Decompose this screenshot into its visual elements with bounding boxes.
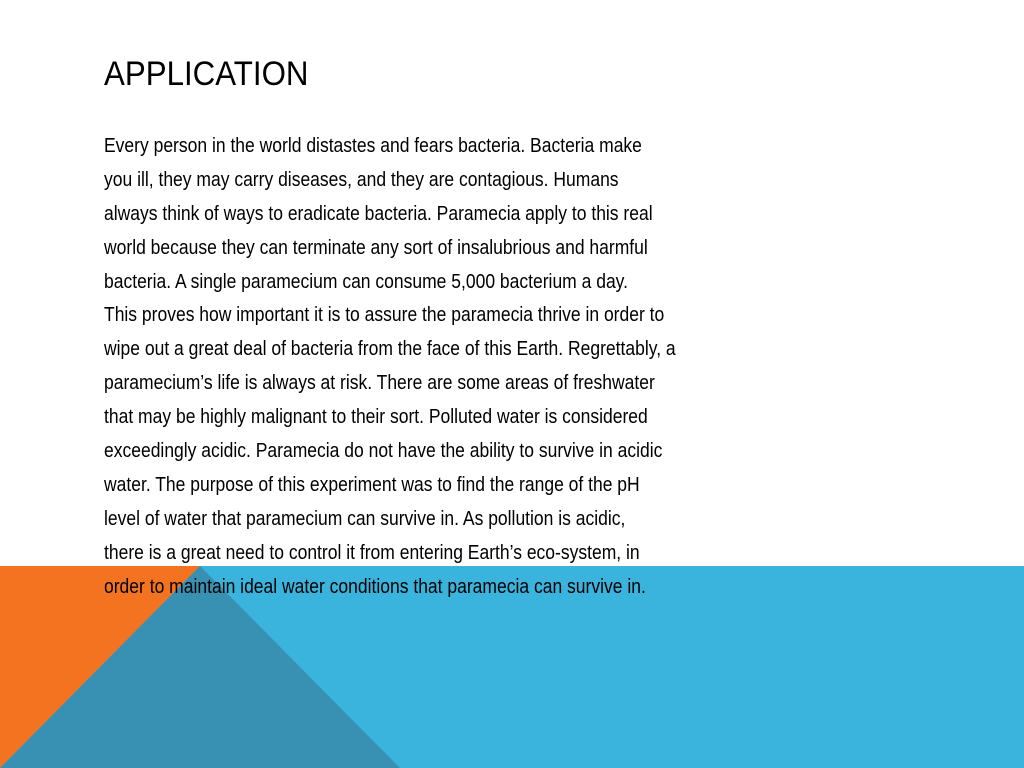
body-line: level of water that paramecium can survive in. As pollution is acidic,	[104, 507, 626, 530]
body-line: you ill, they may carry diseases, and they are contagious. Humans	[104, 168, 619, 191]
body-line: wipe out a great deal of bacteria from the face of this Earth. Regrettably, a	[104, 338, 676, 361]
slide-body-text	[104, 130, 757, 604]
body-line: exceedingly acidic. Paramecia do not have the ability to survive in acidic	[104, 440, 663, 463]
body-line: bacteria. A single paramecium can consume 5,000 bacterium a day.	[104, 270, 629, 293]
body-line: paramecium’s life is always at risk. There are some areas of freshwater	[104, 372, 655, 395]
body-line: there is a great need to control it from entering Earth’s eco-system, in	[104, 541, 640, 564]
body-line: Every person in the world distastes and fears bacteria. Bacteria make	[104, 135, 642, 157]
body-line: water. The purpose of this experiment was to find the range of the pH	[104, 473, 640, 496]
slide-title: APPLICATION	[104, 55, 309, 93]
body-line: that may be highly malignant to their sort. Polluted water is considered	[104, 406, 648, 429]
body-line: This proves how important it is to assure the paramecia thrive in order to	[104, 304, 665, 327]
body-line: always think of ways to eradicate bacteria. Paramecia apply to this real	[104, 202, 653, 225]
body-line: order to maintain ideal water conditions that paramecia can survive in.	[104, 575, 646, 598]
body-line: world because they can terminate any sort of insalubrious and harmful	[104, 236, 648, 259]
